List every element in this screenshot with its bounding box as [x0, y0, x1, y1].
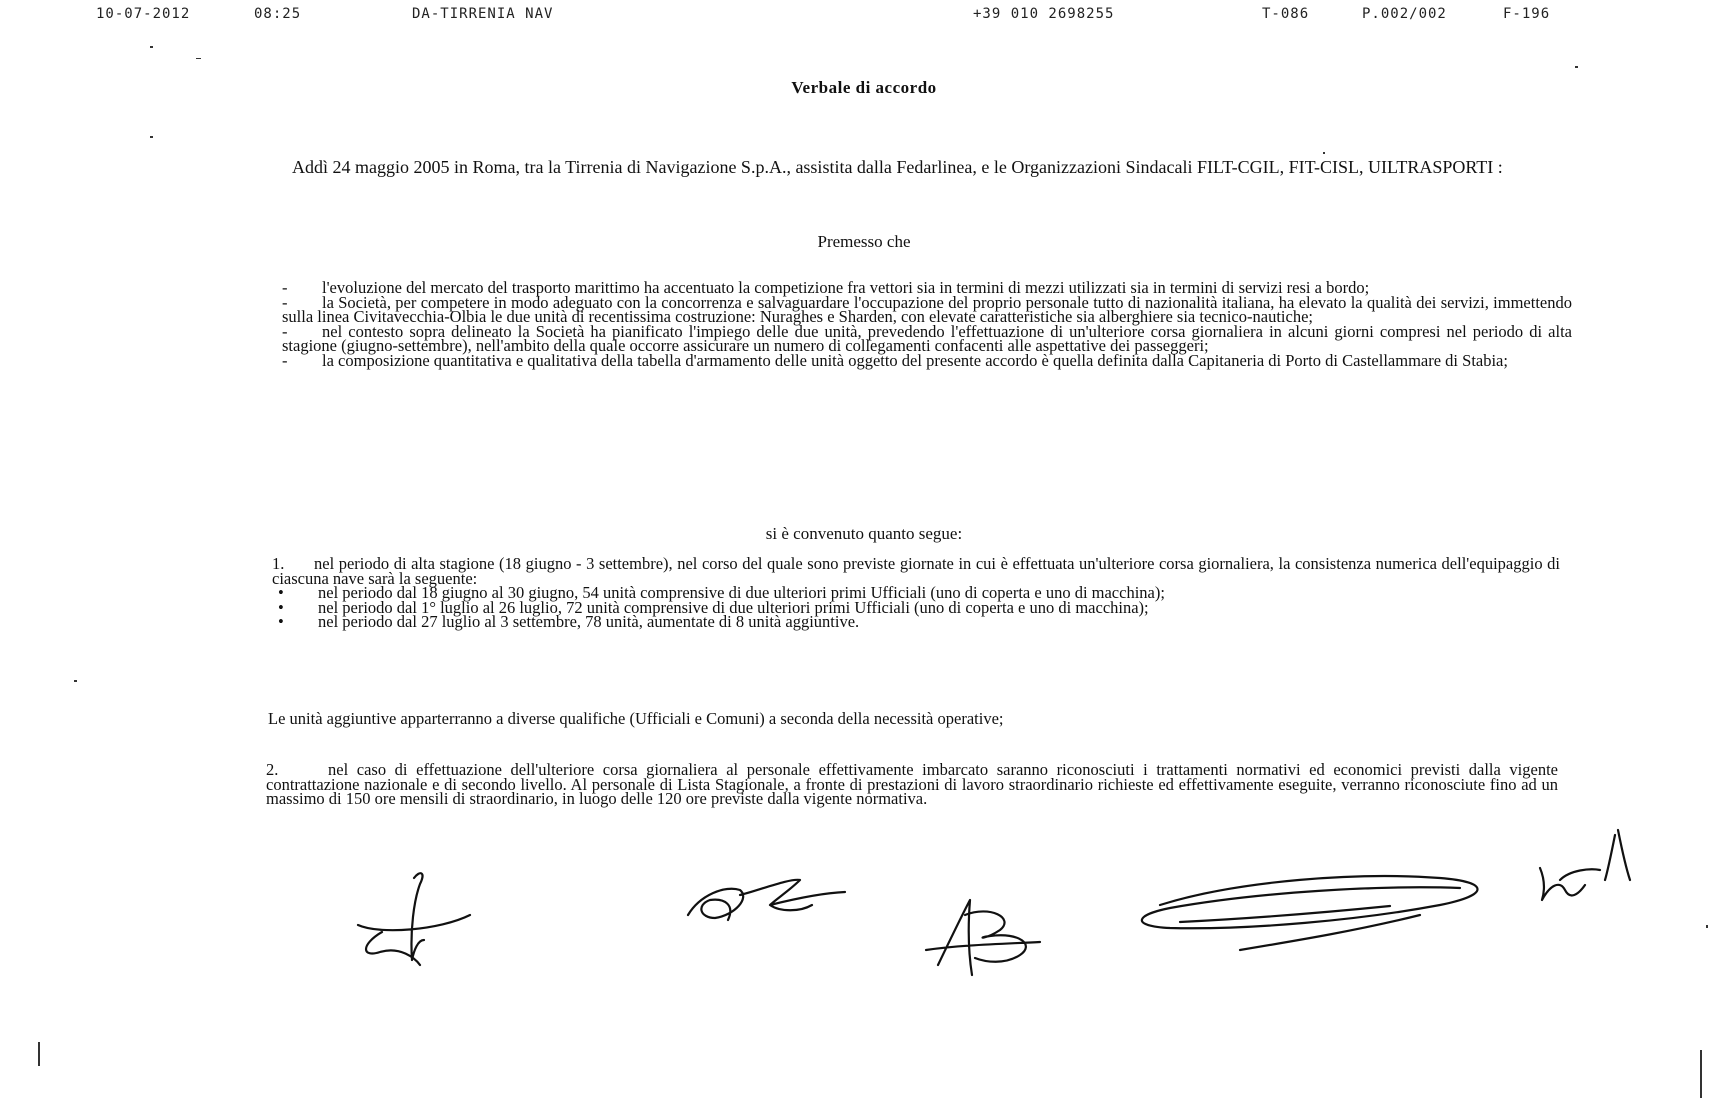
- signature-1: [358, 873, 470, 965]
- fax-time: 08:25: [254, 6, 302, 22]
- scan-speck: [1575, 66, 1578, 68]
- scan-speck: [196, 58, 201, 59]
- point-1-number: 1.: [272, 554, 285, 573]
- scan-speck: [1323, 152, 1325, 154]
- fax-phone: +39 010 2698255: [973, 6, 1115, 22]
- fax-code: T-086: [1262, 6, 1310, 22]
- fax-form: F-196: [1503, 6, 1551, 22]
- scan-speck: [150, 136, 153, 138]
- point-1-bullet: • nel periodo dal 27 luglio al 3 settembre, 78 unità, aumentate di 8 unità aggiuntive.: [278, 612, 860, 632]
- document-title: Verbale di accordo: [791, 78, 937, 97]
- signature-2: [688, 880, 845, 920]
- premesso-item: - la composizione quantitativa e qualitativa della tabella d'armamento delle unità oggetto del presente accordo è quella definita dalla Capitaneria di Porto di Castellammare di Stabia;: [282, 350, 1508, 370]
- point-1-bullet: • nel periodo dal 1° luglio al 26 luglio, 72 unità comprensive di due ulteriori primi Ufficiali (uno di coperta e uno di macchina);: [278, 597, 1149, 617]
- fax-sender: DA-TIRRENIA NAV: [412, 6, 554, 22]
- premesso-heading: Premesso che: [817, 232, 911, 251]
- scan-line: [1700, 1050, 1702, 1098]
- scan-speck: [74, 680, 77, 682]
- premesso-item: - l'evoluzione del mercato del trasporto marittimo ha accentuato la competizione fra vettori sia in termini di mezzi utilizzati sia in termini di servizi resi a bordo;: [282, 278, 1370, 297]
- fax-date: 10-07-2012: [96, 6, 191, 22]
- signature-5: [1540, 830, 1630, 900]
- signature-4: [1142, 876, 1478, 950]
- premesso-item: - la Società, per competere in modo adeguato con la concorrenza e salvaguardare l'occupazione del proprio personale tutto di nazionalità italiana, ha elevato la qualità dei servizi, immettendo sulla linea Civitavecchia-Olbia le due unità di recentissima costruzione: Nuraghes e Sharden, con elevate caratteristiche sia alberghiere sia tecnico-nautiche;: [282, 292, 1572, 327]
- aggiuntive-paragraph: Le unità aggiuntive apparterranno a diverse qualifiche (Ufficiali e Comuni) a seconda della necessità operative;: [268, 709, 1004, 728]
- scan-speck: [1706, 925, 1708, 928]
- premesso-item: - nel contesto sopra delineato la Società ha pianificato l'impiego delle due unità, prevedendo l'effettuazione di un'ulteriore corsa giornaliera in alcuni giorni compresi nel periodo di alta stagione (giugno-settembre), nell'ambito della quale occorre assicurare un numero di collegamenti confacenti alle aspettative dei passeggeri;: [282, 321, 1572, 356]
- signature-3: [926, 900, 1040, 975]
- scan-speck: [150, 46, 153, 48]
- point-2-number: 2.: [266, 760, 279, 779]
- point-1-bullet: • nel periodo dal 18 giugno al 30 giugno, 54 unità comprensive di due ulteriori primi Ufficiali (uno di coperta e uno di macchina);: [278, 583, 1165, 603]
- convenuto-heading: si è convenuto quanto segue:: [765, 524, 963, 543]
- fax-page: P.002/002: [1362, 6, 1447, 22]
- scan-line: [38, 1042, 40, 1066]
- point-2-text: nel caso di effettuazione dell'ulteriore corsa giornaliera al personale effettivamente imbarcato saranno riconosciuti i trattamenti normativi ed economici previsti dalla vigente contrattazione nazionale e di secondo livello. Al personale di Lista Stagionale, a fronte di prestazioni di lavoro straordinario richieste ed effettivamente eseguite, verranno riconosciute fino ad un massimo di 150 ore mensili di straordinario, in luogo delle 120 ore previste dalla vigente normativa.: [266, 760, 1558, 809]
- intro-paragraph: Addì 24 maggio 2005 in Roma, tra la Tirrenia di Navigazione S.p.A., assistita dalla Fedarlinea, e le Organizzazioni Sindacali FILT-CGIL, FIT-CISL, UILTRASPORTI :: [292, 157, 1503, 177]
- point-1-text: nel periodo di alta stagione (18 giugno - 3 settembre), nel corso del quale sono previste giornate in cui è effettuata un'ulteriore corsa giornaliera, la consistenza numerica dell'equipaggio di ciascuna nave sarà la seguente:: [272, 554, 1560, 588]
